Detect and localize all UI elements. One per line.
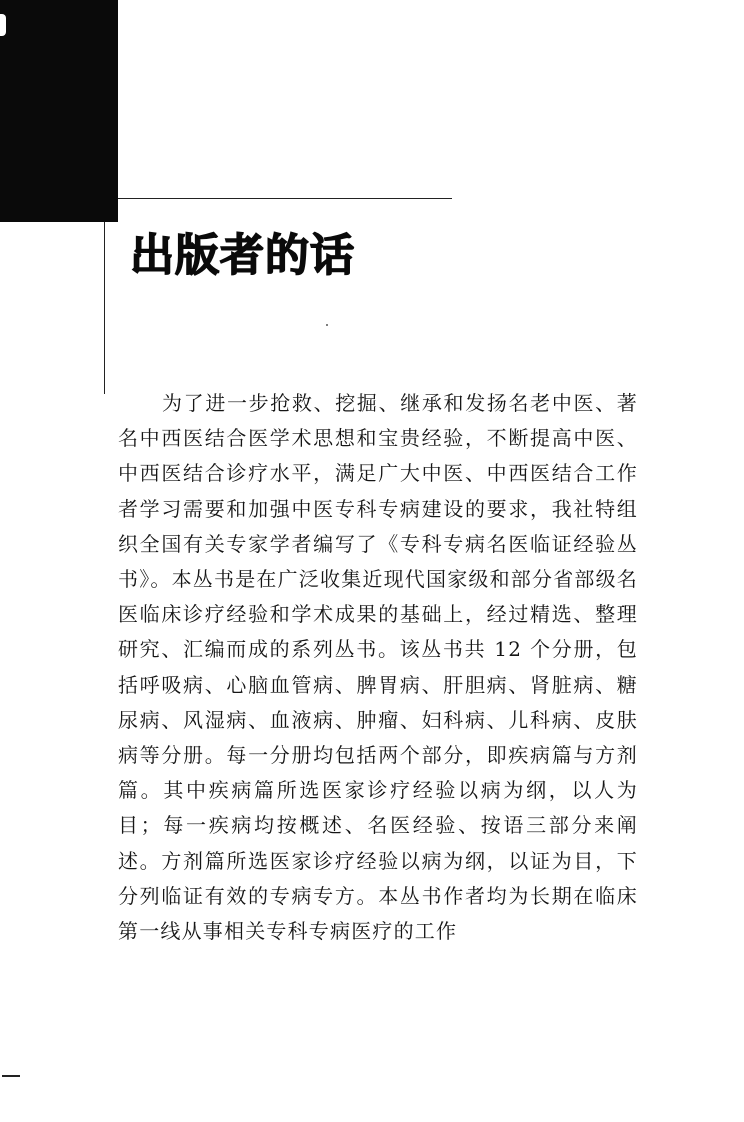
title-vertical-rule [104, 222, 105, 394]
block-notch [0, 14, 6, 36]
body-paragraph: 为了进一步抢救、挖掘、继承和发扬名老中医、著名中西医结合医学术思想和宝贵经验，不断提高中医、中西医结合诊疗水平，满足广大中医、中西医结合工作者学习需要和加强中医专科专病建设的要求，我社特组织全国有关专家学者编写了《专科专病名医临证经验丛书》。本丛书是在广泛收集近现代国家级和部分省部级名医临床诊疗经验和学术成果的基础上，经过精选、整理研究、汇编而成的系列丛书。该丛书共 12 个分册，包括呼吸病、心脑血管病、脾胃病、肝胆病、肾脏病、糖尿病、风湿病、血液病、肿瘤、妇科病、儿科病、皮肤病等分册。每一分册均包括两个部分，即疾病篇与方剂篇。其中疾病篇所选医家诊疗经验以病为纲，以人为目；每一疾病均按概述、名医经验、按语三部分来阐述。方剂篇所选医家诊疗经验以病为纲，以证为目，下分列临证有效的专病专方。本丛书作者均为长期在临床第一线从事相关专科专病医疗的工作 [118, 391, 638, 944]
corner-dash-mark [2, 1075, 20, 1077]
scan-speck [326, 324, 328, 326]
page-title: 出版者的话 [130, 230, 355, 281]
corner-black-block [0, 0, 118, 222]
title-horizontal-rule [118, 198, 452, 199]
